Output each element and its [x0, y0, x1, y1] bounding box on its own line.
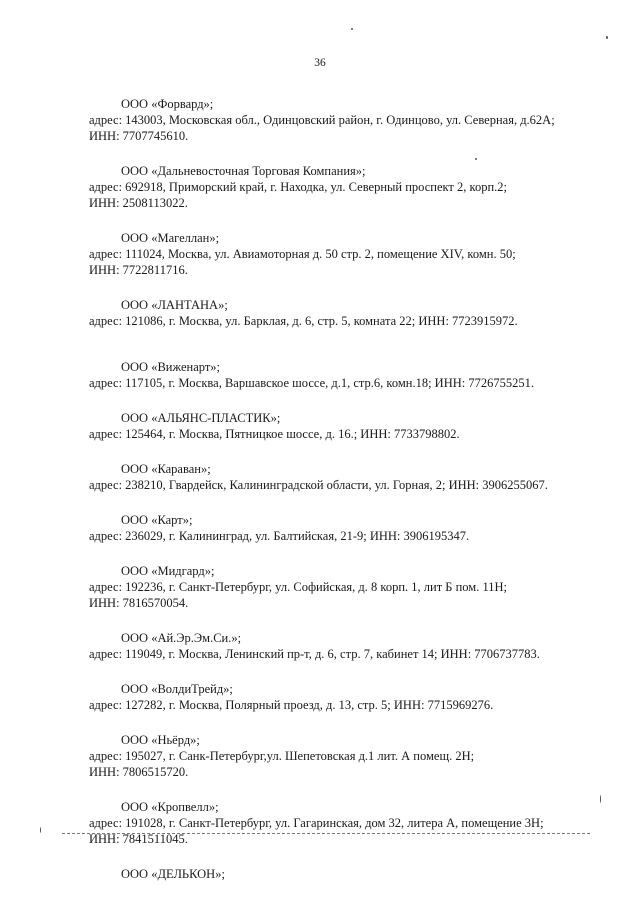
- company-address: адрес: 236029, г. Калининград, ул. Балтийская, 21-9; ИНН: 3906195347.: [89, 529, 470, 543]
- company-address: адрес: 119049, г. Москва, Ленинский пр-т, д. 6, стр. 7, кабинет 14; ИНН: 7706737783.: [89, 647, 540, 661]
- company-entry: [89, 410, 589, 442]
- company-entry: [89, 163, 589, 211]
- company-inn: ИНН: 7722811716.: [89, 263, 188, 277]
- company-name: ООО «ДЕЛЬКОН»;: [121, 867, 225, 881]
- company-inn: ИНН: 7707745610.: [89, 129, 189, 143]
- company-entry: [89, 732, 589, 780]
- company-name: ООО «Караван»;: [121, 462, 211, 476]
- company-address: адрес: 191028, г. Санкт-Петербург, ул. Гагаринская, дом 32, литера А, помещение 3Н;: [89, 816, 544, 830]
- company-name: ООО «Дальневосточная Торговая Компания»;: [121, 164, 366, 178]
- company-inn: ИНН: 7816570054.: [89, 596, 189, 610]
- company-entry: [89, 359, 589, 391]
- scan-speck: [40, 827, 41, 833]
- company-entry: [89, 866, 589, 882]
- company-name: ООО «ВолдиТрейд»;: [121, 682, 233, 696]
- bottom-divider: [62, 833, 590, 834]
- company-inn: ИНН: 2508113022.: [89, 196, 188, 210]
- company-name: ООО «Мидгард»;: [121, 564, 215, 578]
- company-name: ООО «Кропвелл»;: [121, 800, 219, 814]
- company-address: адрес: 127282, г. Москва, Полярный проезд, д. 13, стр. 5; ИНН: 7715969276.: [89, 698, 494, 712]
- page-number: 36: [314, 57, 326, 69]
- scan-speck: [475, 158, 477, 160]
- company-entry: [89, 563, 589, 611]
- company-address: адрес: 143003, Московская обл., Одинцовский район, г. Одинцово, ул. Северная, д.62А;: [89, 113, 555, 127]
- company-entry: [89, 630, 589, 662]
- company-address: адрес: 117105, г. Москва, Варшавское шоссе, д.1, стр.6, комн.18; ИНН: 7726755251.: [89, 376, 534, 390]
- company-address: адрес: 125464, г. Москва, Пятницкое шоссе, д. 16.; ИНН: 7733798802.: [89, 427, 460, 441]
- company-name: ООО «ЛАНТАНА»;: [121, 298, 228, 312]
- company-name: ООО «Ай.Эр.Эм.Си.»;: [121, 631, 242, 645]
- company-name: ООО «Ньёрд»;: [121, 733, 200, 747]
- company-entry: [89, 461, 589, 493]
- company-address: адрес: 192236, г. Санкт-Петербург, ул. Софийская, д. 8 корп. 1, лит Б пом. 11Н;: [89, 580, 507, 594]
- company-name: ООО «АЛЬЯНС-ПЛАСТИК»;: [121, 411, 281, 425]
- company-inn: ИНН: 7806515720.: [89, 765, 189, 779]
- scan-speck: [606, 36, 608, 39]
- scan-speck: [600, 795, 601, 803]
- company-entry: [89, 96, 589, 144]
- company-address: адрес: 121086, г. Москва, ул. Барклая, д. 6, стр. 5, комната 22; ИНН: 7723915972.: [89, 314, 518, 328]
- company-entry: [89, 297, 589, 329]
- company-entry: [89, 681, 589, 713]
- scan-speck: [351, 28, 353, 30]
- company-address: адрес: 111024, Москва, ул. Авиамоторная д. 50 стр. 2, помещение XIV, комн. 50;: [89, 247, 516, 261]
- company-name: ООО «Виженарт»;: [121, 360, 221, 374]
- company-inn: ИНН: 7841511045.: [89, 832, 188, 846]
- company-name: ООО «Карт»;: [121, 513, 193, 527]
- company-list: [89, 96, 589, 882]
- company-address: адрес: 195027, г. Санк-Петербург,ул. Шепетовская д.1 лит. А помещ. 2Н;: [89, 749, 475, 763]
- company-address: адрес: 238210, Гвардейск, Калининградской области, ул. Горная, 2; ИНН: 3906255067.: [89, 478, 548, 492]
- company-entry: [89, 512, 589, 544]
- company-entry: [89, 230, 589, 278]
- company-name: ООО «Форвард»;: [121, 97, 214, 111]
- company-entry: [89, 799, 589, 847]
- company-address: адрес: 692918, Приморский край, г. Находка, ул. Северный проспект 2, корп.2;: [89, 180, 507, 194]
- company-name: ООО «Магеллан»;: [121, 231, 220, 245]
